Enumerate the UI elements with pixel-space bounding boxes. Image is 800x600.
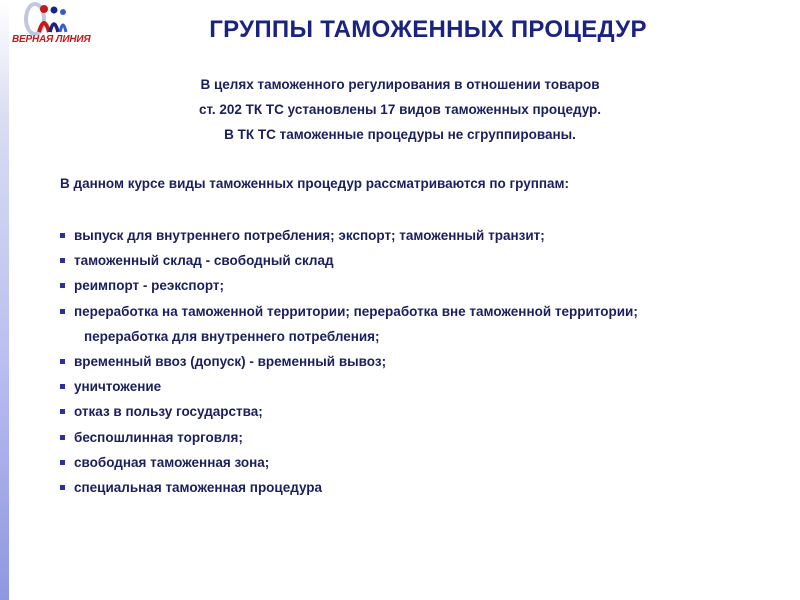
list-item xyxy=(60,374,638,399)
intro-line-2: ст. 202 ТК ТС установлены 17 видов таможенных процедур. xyxy=(198,102,602,117)
list-item xyxy=(60,248,638,273)
list-item-text: переработка для внутреннего потребления; xyxy=(84,328,380,344)
list-item-continuation xyxy=(60,324,638,349)
bullet-icon xyxy=(60,384,65,389)
list-item xyxy=(60,223,638,248)
course-line: В данном курсе виды таможенных процедур рассматриваются по группам: xyxy=(60,176,570,191)
bullet-icon xyxy=(60,233,65,238)
list-item xyxy=(60,399,638,424)
bullet-icon xyxy=(60,359,65,364)
bullet-icon xyxy=(60,460,65,465)
procedure-groups-list xyxy=(60,223,638,500)
slide-title: ГРУППЫ ТАМОЖЕННЫХ ПРОЦЕДУР xyxy=(209,16,647,43)
intro-line-3: В ТК ТС таможенные процедуры не сгруппированы. xyxy=(224,127,576,142)
left-decorative-stripe xyxy=(0,0,9,600)
bullet-icon xyxy=(60,309,65,314)
logo-text: ВЕРНАЯ ЛИНИЯ xyxy=(12,34,91,45)
list-item xyxy=(60,273,638,298)
bullet-icon xyxy=(60,283,65,288)
list-item xyxy=(60,349,638,374)
bullet-icon xyxy=(60,409,65,414)
list-item-text: временный ввоз (допуск) - временный вывоз; xyxy=(74,353,387,369)
list-item xyxy=(60,299,638,324)
list-item-text: свободная таможенная зона; xyxy=(74,454,270,470)
list-item-text: беспошлинная торговля; xyxy=(74,429,243,445)
intro-line-1: В целях таможенного регулирования в отношении товаров xyxy=(200,77,600,92)
list-item-text: отказ в пользу государства; xyxy=(74,404,263,420)
bullet-icon xyxy=(60,258,65,263)
list-item-text: реимпорт - реэкспорт; xyxy=(74,278,224,294)
list-item-text: таможенный склад - свободный склад xyxy=(74,253,334,269)
list-item-text: уничтожение xyxy=(74,379,162,395)
list-item xyxy=(60,450,638,475)
intro-block xyxy=(160,72,640,147)
list-item-text: переработка на таможенной территории; переработка вне таможенной территории; xyxy=(74,303,638,319)
bullet-icon xyxy=(60,485,65,490)
bullet-icon xyxy=(60,435,65,440)
list-item xyxy=(60,475,638,500)
list-item xyxy=(60,425,638,450)
list-item-text: выпуск для внутреннего потребления; экспорт; таможенный транзит; xyxy=(74,228,545,243)
list-item-text: специальная таможенная процедура xyxy=(74,479,323,495)
